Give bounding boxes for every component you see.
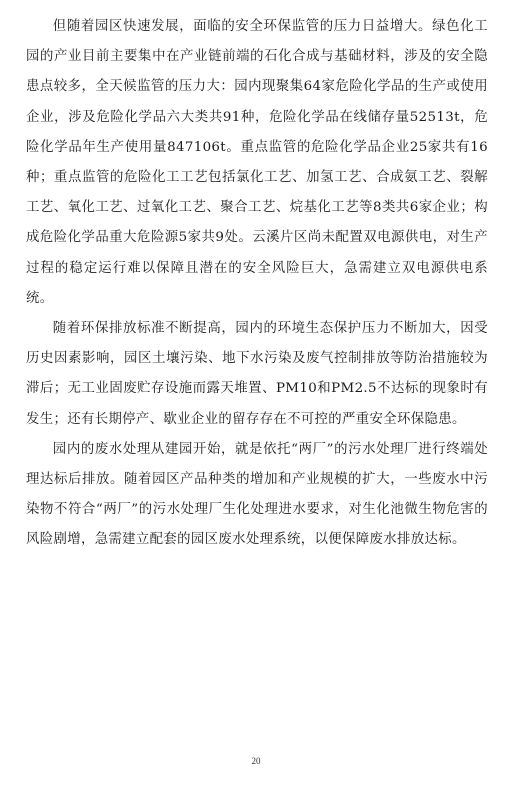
paragraph-safety-pressure: 但随着园区快速发展，面临的安全环保监管的压力日益增大。绿色化工园的产业目前主要集中在产业链前端的石化合成与基础材料，涉及的安全隐患点较多，全天候监管的压力大：园内现聚集64家危险化学品的生产或使用企业，涉及危险化学品六大类共91种，危险化学品在线储存量52513t，危险化学品年生产使用量847106t。重点监管的危险化学品企业25家共有16种；重点监管的危险化工工艺包括氯化工艺、加氢工艺、合成氨工艺、裂解工艺、氧化工艺、过氧化工艺、聚合工艺、烷基化工艺等8类共6家企业；构成危险化学品重大危险源5家共9处。云溪片区尚未配置双电源供电，对生产过程的稳定运行难以保障且潜在的安全风险巨大，急需建立双电源供电系统。: [26, 19, 488, 306]
paragraph-environmental-pressure: 随着环保排放标准不断提高，园内的环境生态保护压力不断加大，因受历史因素影响，园区土壤污染、地下水污染及废气控制排放等防治措施较为滞后；无工业固废贮存设施而露天堆置、PM10和PM2.5不达标的现象时有发生；还有长期停产、歇业企业的留存存在不可控的严重安全环保隐患。: [26, 321, 488, 427]
paragraph-wastewater-treatment: 园内的废水处理从建园开始，就是依托“两厂”的污水处理厂进行终端处理达标后排放。随着园区产品种类的增加和产业规模的扩大，一些废水中污染物不符合“两厂”的污水处理厂生化处理进水要求，对生化池微生物危害的风险剧增，急需建立配套的园区废水处理系统，以便保障废水排放达标。: [26, 441, 488, 548]
document-body: [26, 12, 488, 556]
page-number: 20: [251, 756, 261, 766]
